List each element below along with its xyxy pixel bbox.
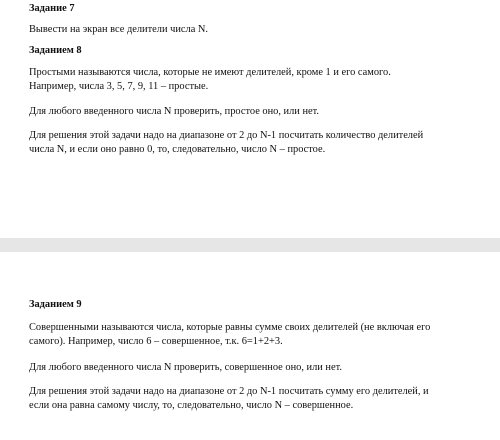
task9-p3-line1: Для решения этой задачи надо на диапазоне от 2 до N-1 посчитать сумму его делителей, и — [29, 386, 429, 397]
task7-block — [29, 2, 482, 16]
task8-paragraph-3 — [29, 129, 482, 157]
task8-paragraph-2 — [29, 105, 482, 119]
task8-heading-block — [29, 44, 482, 58]
page-separator — [0, 238, 500, 252]
task8-p2: Для любого введенного числа N проверить, простое оно, или нет. — [29, 106, 319, 117]
task9-paragraph-1 — [29, 321, 482, 349]
task7-text-block — [29, 23, 482, 37]
task7-heading: Задание 7 — [29, 3, 75, 14]
document-page-bottom — [0, 252, 500, 440]
task9-paragraph-3 — [29, 385, 482, 413]
task9-heading-block — [29, 298, 482, 312]
task9-p2: Для любого введенного числа N проверить, совершенное оно, или нет. — [29, 362, 342, 373]
task8-p3-line1: Для решения этой задачи надо на диапазоне от 2 до N-1 посчитать количество делителей — [29, 130, 424, 141]
task8-p1-line2: Например, числа 3, 5, 7, 9, 11 – простые. — [29, 81, 209, 92]
task9-heading: Заданием 9 — [29, 299, 82, 310]
task8-heading: Заданием 8 — [29, 45, 82, 56]
task8-p3-line2: числа N, и если оно равно 0, то, следовательно, число N – простое. — [29, 144, 326, 155]
task9-p1-line2: самого). Например, число 6 – совершенное, т.к. 6=1+2+3. — [29, 336, 283, 347]
task9-p1-line1: Совершенными называются числа, которые равны сумме своих делителей (не включая его — [29, 322, 431, 333]
task7-text: Вывести на экран все делители числа N. — [29, 24, 209, 35]
task9-p3-line2: если она равна самому числу, то, следовательно, число N – совершенное. — [29, 400, 354, 411]
task8-p1-line1: Простыми называются числа, которые не имеют делителей, кроме 1 и его самого. — [29, 67, 391, 78]
task8-paragraph-1 — [29, 66, 482, 94]
task9-paragraph-2 — [29, 361, 482, 375]
